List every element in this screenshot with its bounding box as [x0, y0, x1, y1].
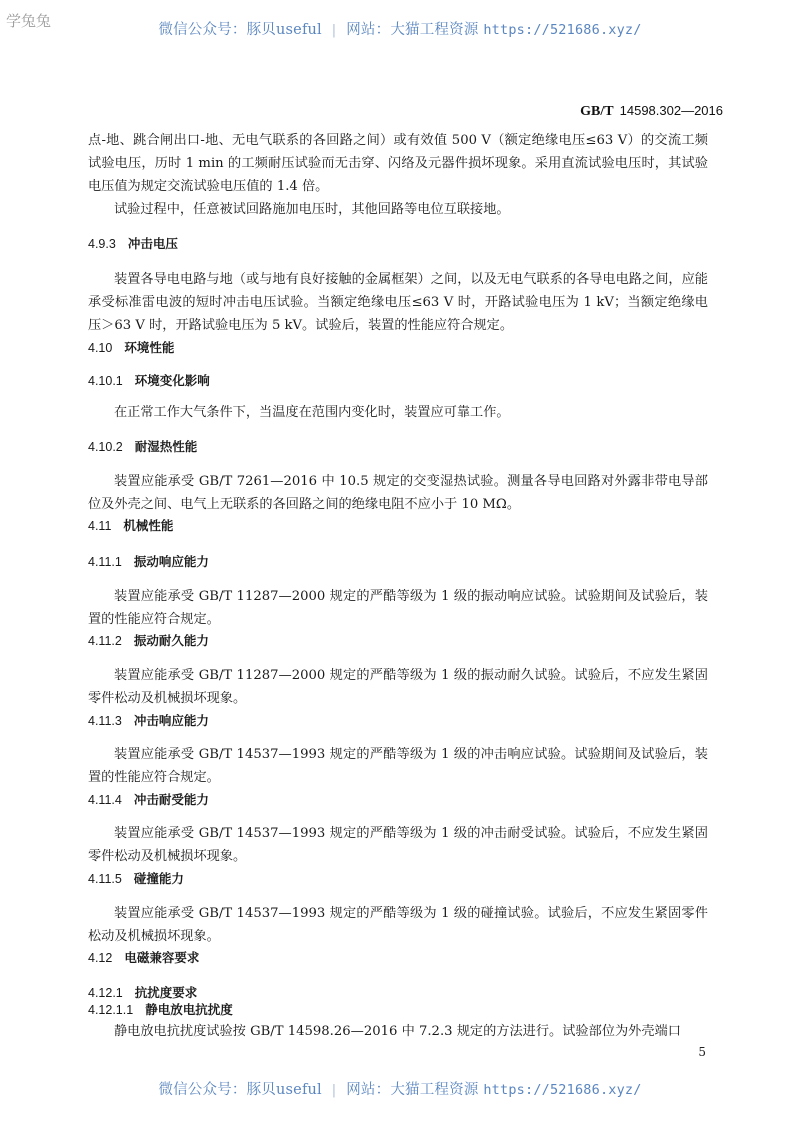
standard-prefix: GB/T [580, 104, 614, 119]
bottom-watermark-banner [0, 1078, 800, 1099]
paragraph: 装置应能承受 GB/T 11287—2000 规定的严酷等级为 1 级的振动耐久试验。试验后，不应发生紧固零件松动及机械损坏现象。 [88, 668, 708, 706]
paragraph: 试验过程中，任意被试回路施加电压时，其他回路等电位互联接地。 [114, 202, 510, 217]
site-url-link[interactable]: https://521686.xyz/ [483, 1082, 642, 1098]
paragraph: 装置应能承受 GB/T 7261—2016 中 10.5 规定的交变湿热试验。测量各导电回路对外露非带电导部位及外壳之间、电气上无联系的各回路之间的绝缘电阻不应小于 10 MΩ。 [88, 474, 708, 512]
section-heading-4-11-3: 4.11.3 冲击响应能力 [88, 713, 209, 728]
section-heading-4-10-2: 4.10.2 耐湿热性能 [88, 439, 198, 454]
paragraph: 装置应能承受 GB/T 11287—2000 规定的严酷等级为 1 级的振动响应试验。试验期间及试验后，装置的性能应符合规定。 [88, 589, 708, 627]
paragraph: 在正常工作大气条件下，当温度在范围内变化时，装置应可靠工作。 [114, 405, 510, 420]
standard-number: 14598.302—2016 [619, 103, 723, 118]
paragraph: 静电放电抗扰度试验按 GB/T 14598.26—2016 中 7.2.3 规定的方法进行。试验部位为外壳端口 [114, 1024, 681, 1039]
paragraph: 装置应能承受 GB/T 14537—1993 规定的严酷等级为 1 级的冲击耐受试验。试验后，不应发生紧固零件松动及机械损坏现象。 [88, 826, 708, 864]
site-label: 网站：大猫工程资源 [346, 22, 479, 38]
section-heading-4-11-1: 4.11.1 振动响应能力 [88, 554, 209, 569]
watermark-separator: | [329, 22, 339, 38]
site-label: 网站：大猫工程资源 [346, 1082, 479, 1098]
wechat-label: 微信公众号：豚贝useful [158, 22, 322, 38]
paragraph: 点-地、跳合闸出口-地、无电气联系的各回路之间）或有效值 500 V（额定绝缘电压≤63 V）的交流工频试验电压，历时 1 min 的工频耐压试验而无击穿、闪络及元器件损坏现象。采用直流试验电压时，其试验电压值为规定交流试验电压值的 1.4 倍。 [88, 133, 708, 194]
section-heading-4-12: 4.12 电磁兼容要求 [88, 950, 200, 965]
section-heading-4-11-5: 4.11.5 碰撞能力 [88, 871, 184, 886]
page-number: 5 [698, 1045, 706, 1059]
section-heading-4-12-1-1: 4.12.1.1 静电放电抗扰度 [88, 1002, 233, 1017]
top-watermark-banner [0, 18, 800, 39]
paragraph: 装置应能承受 GB/T 14537—1993 规定的严酷等级为 1 级的冲击响应试验。试验期间及试验后，装置的性能应符合规定。 [88, 747, 708, 785]
section-heading-4-11-2: 4.11.2 振动耐久能力 [88, 633, 209, 648]
standard-code [580, 103, 723, 120]
section-heading-4-10: 4.10 环境性能 [88, 340, 175, 355]
paragraph: 装置应能承受 GB/T 14537—1993 规定的严酷等级为 1 级的碰撞试验。试验后，不应发生紧固零件松动及机械损坏现象。 [88, 906, 708, 944]
corner-watermark: 学兔兔 [6, 12, 52, 30]
section-heading-4-10-1: 4.10.1 环境变化影响 [88, 373, 210, 388]
paragraph: 装置各导电电路与地（或与地有良好接触的金属框架）之间，以及无电气联系的各导电电路之间，应能承受标准雷电波的短时冲击电压试验。当额定绝缘电压≤63 V 时，开路试验电压为 1 kV；当额定绝缘电压＞63 V 时，开路试验电压为 5 kV。试验后，装置的性能应符合规定。 [88, 272, 708, 333]
watermark-separator: | [329, 1082, 339, 1098]
section-heading-4-9-3: 4.9.3 冲击电压 [88, 236, 178, 251]
site-url-link[interactable]: https://521686.xyz/ [483, 22, 642, 38]
section-heading-4-12-1: 4.12.1 抗扰度要求 [88, 985, 198, 1000]
wechat-label: 微信公众号：豚贝useful [158, 1082, 322, 1098]
section-heading-4-11: 4.11 机械性能 [88, 518, 174, 533]
section-heading-4-11-4: 4.11.4 冲击耐受能力 [88, 792, 209, 807]
